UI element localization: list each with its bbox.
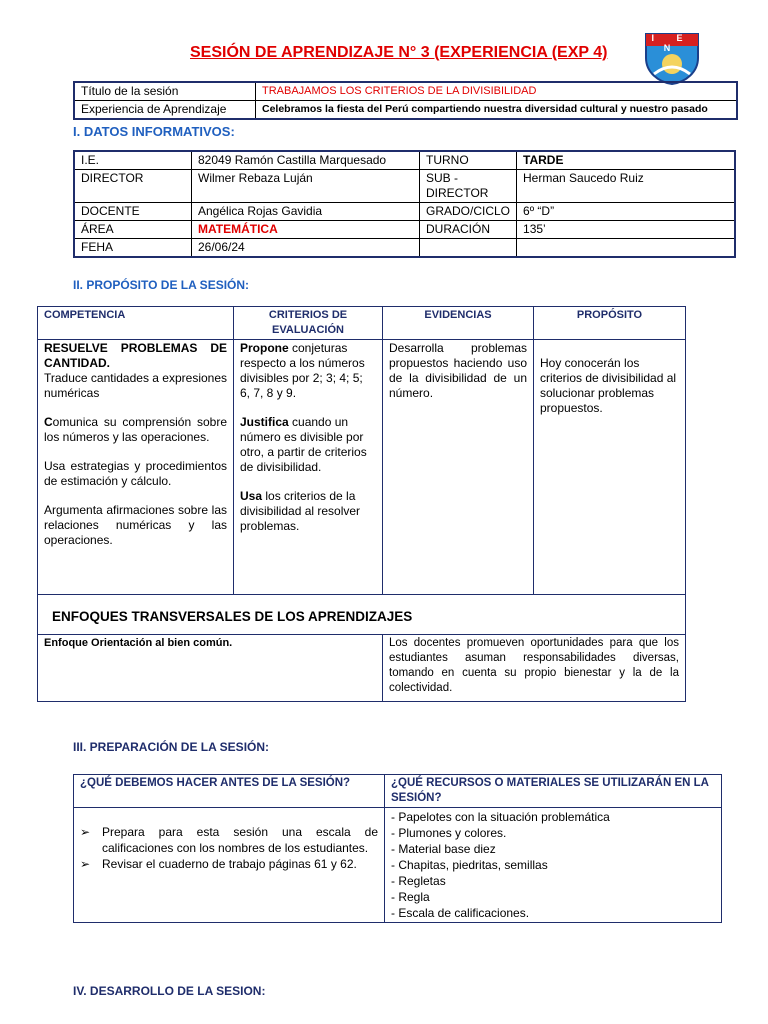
competencia-p1: Traduce cantidades a expresiones numéricas (44, 371, 227, 400)
before-cell (74, 808, 385, 923)
datos-value: Angélica Rojas Gavidia (192, 203, 420, 221)
preparacion-header-before: ¿QUÉ DEBEMOS HACER ANTES DE LA SESIÓN? (74, 775, 385, 808)
competencia-p2-initial: C (44, 415, 53, 429)
preparacion-header-materials: ¿QUÉ RECURSOS O MATERIALES SE UTILIZARÁN EN LA SESIÓN? (385, 775, 722, 808)
criterio-2 (240, 415, 376, 475)
list-item: - Papelotes con la situación problemática (391, 810, 610, 824)
competencia-p2 (44, 415, 227, 445)
evidencias-cell: Desarrolla problemas propuestos haciendo uso de la divisibilidad de un número. (383, 340, 534, 595)
datos-informativos-table (73, 150, 736, 258)
list-item: - Escala de calificaciones. (391, 906, 530, 920)
header-evidencias: EVIDENCIAS (383, 307, 534, 340)
logo-text: I E N (651, 33, 693, 53)
header-proposito: PROPÓSITO (534, 307, 686, 340)
school-logo (640, 30, 704, 86)
enfoque-description: Los docentes promueven oportunidades para que los estudiantes asuman responsabilidades diversas, tomando en cuenta su propio bienestar y la de la colectividad. (383, 635, 686, 702)
list-item (80, 824, 378, 856)
table-row (74, 203, 735, 221)
datos-label: DOCENTE (74, 203, 192, 221)
datos-label (420, 239, 517, 258)
datos-label: SUB - DIRECTOR (420, 170, 517, 203)
criterios-cell (234, 340, 383, 595)
session-title-label: Título de la sesión (74, 82, 256, 101)
criterio-3 (240, 489, 376, 534)
session-title-value: TRABAJAMOS LOS CRITERIOS DE LA DIVISIBILIDAD (256, 82, 738, 101)
arrow-bullet-icon: ➢ (80, 825, 91, 839)
proposito-table (37, 306, 686, 702)
table-row (74, 170, 735, 203)
datos-label: ÁREA (74, 221, 192, 239)
section-heading-desarrollo: IV. DESARROLLO DE LA SESION: (73, 984, 266, 998)
datos-label: FEHA (74, 239, 192, 258)
list-item: - Regla (391, 890, 430, 904)
session-info-table (73, 81, 738, 120)
datos-value: 26/06/24 (192, 239, 420, 258)
materials-cell (385, 808, 722, 923)
datos-label: DURACIÓN (420, 221, 517, 239)
datos-value: 82049 Ramón Castilla Marquesado (192, 151, 420, 170)
datos-value: 135’ (517, 221, 735, 239)
competencia-title: RESUELVE PROBLEMAS DE CANTIDAD. (44, 341, 227, 370)
datos-value: MATEMÁTICA (192, 221, 420, 239)
list-item: - Chapitas, piedritas, semillas (391, 858, 548, 872)
section-heading-preparacion: III. PREPARACIÓN DE LA SESIÓN: (73, 740, 270, 754)
competencia-cell (38, 340, 234, 595)
enfoque-name: Enfoque Orientación al bien común. (38, 635, 383, 702)
criterio-text: los criterios de la divisibilidad al resolver problemas. (240, 489, 361, 533)
criterio-1 (240, 341, 376, 401)
criterio-verb: Propone (240, 341, 289, 355)
criterio-text: cuando un número es divisible por otro, a partir de criterios de divisibilidad. (240, 415, 367, 474)
datos-value: TARDE (517, 151, 735, 170)
datos-label: DIRECTOR (74, 170, 192, 203)
criterio-verb: Justifica (240, 415, 289, 429)
proposito-cell: Hoy conocerán los criterios de divisibilidad al solucionar problemas propuestos. (534, 340, 686, 595)
before-item-text: Prepara para esta sesión una escala de calificaciones con los nombres de los estudiantes. (102, 825, 378, 855)
table-row (74, 221, 735, 239)
preparacion-table (73, 774, 722, 923)
criterio-verb: Usa (240, 489, 263, 503)
experience-label: Experiencia de Aprendizaje (74, 101, 256, 120)
list-item (80, 856, 378, 872)
page-title: SESIÓN DE APRENDIZAJE N° 3 (EXPERIENCIA (EXP 4) (190, 44, 608, 61)
list-item: - Regletas (391, 874, 446, 888)
table-row (74, 239, 735, 258)
experience-value: Celebramos la fiesta del Perú compartiendo nuestra diversidad cultural y nuestro pasado (256, 101, 738, 120)
before-item-text: Revisar el cuaderno de trabajo páginas 61 y 62. (102, 857, 357, 871)
competencia-p2-text: omunica su comprensión sobre los números y las operaciones. (44, 415, 227, 444)
criterio-text: conjeturas respecto a los números divisibles por 2; 3; 4; 5; 6, 7, 8 y 9. (240, 341, 365, 400)
datos-value (517, 239, 735, 258)
datos-label: TURNO (420, 151, 517, 170)
competencia-p3: Usa estrategias y procedimientos de estimación y cálculo. (44, 459, 227, 488)
datos-value: Herman Saucedo Ruiz (517, 170, 735, 203)
header-criterios: CRITERIOS DE EVALUACIÓN (234, 307, 383, 340)
datos-label: GRADO/CICLO (420, 203, 517, 221)
header-competencia: COMPETENCIA (38, 307, 234, 340)
section-heading-proposito: II. PROPÓSITO DE LA SESIÓN: (73, 278, 250, 292)
arrow-bullet-icon: ➢ (80, 857, 91, 871)
competencia-p4: Argumenta afirmaciones sobre las relaciones numéricas y las operaciones. (44, 503, 227, 547)
datos-label: I.E. (74, 151, 192, 170)
enfoques-heading: ENFOQUES TRANSVERSALES DE LOS APRENDIZAJES (38, 595, 686, 635)
section-heading-datos: I. DATOS INFORMATIVOS: (73, 124, 235, 139)
table-row (74, 151, 735, 170)
list-item: - Plumones y colores. (391, 826, 507, 840)
datos-value: Wilmer Rebaza Luján (192, 170, 420, 203)
datos-value: 6º “D” (517, 203, 735, 221)
list-item: - Material base diez (391, 842, 496, 856)
